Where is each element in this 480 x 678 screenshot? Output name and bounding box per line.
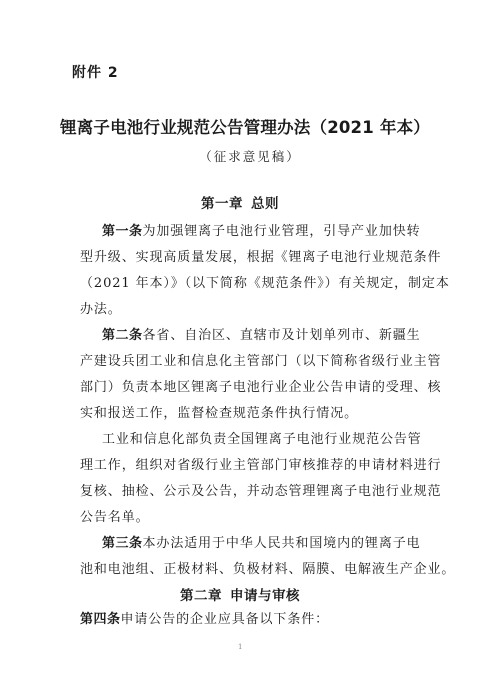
paragraph-line: 池和电池组、正极材料、负极材料、隔膜、电解液生产企业。 <box>80 562 456 577</box>
chapter-number: 第一章 <box>201 196 243 212</box>
paragraph-text: 本办法适用于中华人民共和国境内的锂离子电 <box>142 536 421 551</box>
article-label: 第二条 <box>102 328 143 343</box>
attachment-label: 附件 2 <box>72 65 119 81</box>
paragraph-line <box>102 532 421 551</box>
paragraph-line: 公告名单。 <box>80 510 150 525</box>
paragraph-line <box>80 608 329 627</box>
chapter-name: 申请与审核 <box>230 588 300 604</box>
article-label: 第四条 <box>80 612 121 627</box>
article-label: 第一条 <box>102 224 143 239</box>
document-subtitle: （征求意见稿） <box>199 149 301 164</box>
paragraph-line: 理工作，组织对省级行业主管部门审核推荐的申请材料进行 <box>80 458 442 473</box>
article-label: 第三条 <box>102 536 143 551</box>
paragraph-line <box>102 220 421 239</box>
paragraph-line: 工业和信息化部负责全国锂离子电池行业规范公告管 <box>102 432 422 447</box>
paragraph-line: 实和报送工作，监督检查规范条件执行情况。 <box>80 406 359 421</box>
document-title: 锂离子电池行业规范公告管理办法（2021 年本） <box>60 118 430 137</box>
chapter-number: 第二章 <box>180 588 222 604</box>
paragraph-text: 为加强锂离子电池行业管理，引导产业加快转 <box>142 224 421 239</box>
paragraph-line: 部门）负责本地区锂离子电池行业企业公告申请的受理、核 <box>80 380 442 395</box>
paragraph-text: 申请公告的企业应具备以下条件： <box>120 612 330 627</box>
page-number: 1 <box>238 643 243 651</box>
paragraph-line: 产建设兵团工业和信息化主管部门（以下简称省级行业主管 <box>80 354 442 369</box>
paragraph-line: 复核、抽检、公示及公告，并动态管理锂离子电池行业规范 <box>80 484 442 499</box>
paragraph-line: 办法。 <box>80 302 122 317</box>
paragraph-line: （2021 年本）》（以下简称《规范条件》）有关规定，制定本 <box>80 276 450 291</box>
paragraph-line <box>102 324 421 343</box>
chapter-name: 总则 <box>251 196 279 212</box>
chapter-heading-1 <box>40 192 440 212</box>
paragraph-line: 型升级、实现高质量发展，根据《锂离子电池行业规范条件 <box>80 250 442 265</box>
chapter-heading-2 <box>40 584 440 604</box>
paragraph-text: 各省、自治区、直辖市及计划单列市、新疆生 <box>142 328 421 343</box>
